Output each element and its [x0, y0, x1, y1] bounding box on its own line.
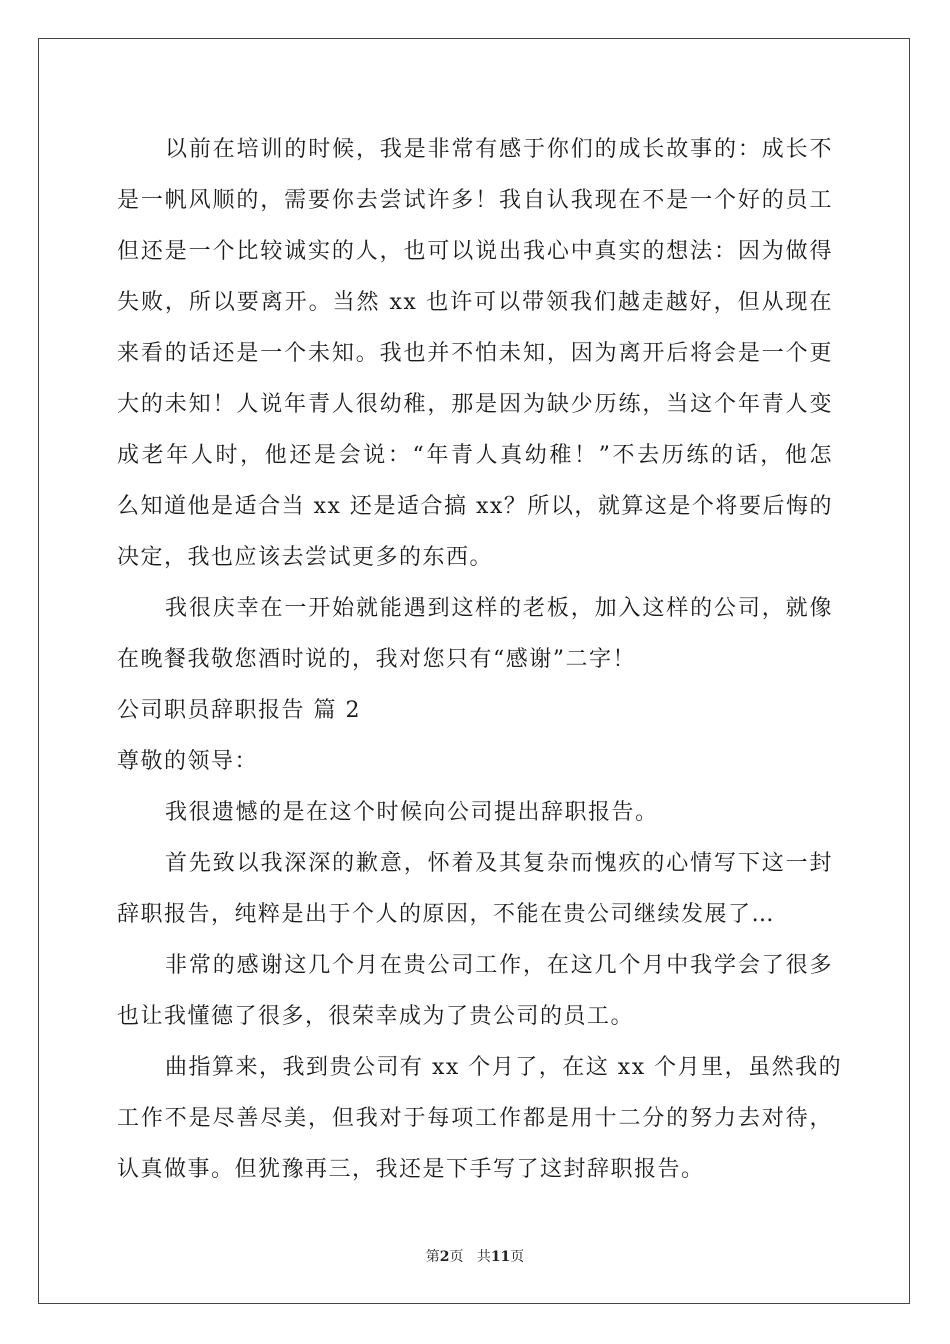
- text-line: 大的未知！人说年青人很幼稚，那是因为缺少历练，当这个年青人变: [117, 392, 833, 417]
- text-line: 成老年人时，他还是会说：“年青人真幼稚！”不去历练的话，他怎: [117, 443, 833, 468]
- text-line: 也让我懂德了很多，很荣幸成为了贵公司的员工。: [117, 1004, 635, 1029]
- salutation: 尊敬的领导：: [117, 749, 259, 774]
- text-line: 我很遗憾的是在这个时候向公司提出辞职报告。: [165, 800, 659, 825]
- text-line: 非常的感谢这几个月在贵公司工作，在这几个月中我学会了很多: [165, 953, 833, 978]
- paragraph-5: [117, 940, 833, 1042]
- paragraph-1: [117, 124, 833, 583]
- page-number: 2: [439, 1249, 450, 1265]
- text-line: 是一帆风顺的，需要你去尝试许多！我自认我现在不是一个好的员工: [117, 188, 833, 213]
- page-prefix: 第: [425, 1249, 440, 1265]
- text-line: 失败，所以要离开。当然 xx 也许可以带领我们越走越好，但从现在: [117, 290, 833, 315]
- text-line: 么知道他是适合当 xx 还是适合搞 xx？所以，就算这是个将要后悔的: [117, 494, 833, 519]
- total-prefix: 共: [476, 1249, 491, 1265]
- text-line: 辞职报告，纯粹是出于个人的原因，不能在贵公司继续发展了…: [117, 902, 776, 927]
- total-pages: 11: [490, 1249, 511, 1265]
- text-line: 来看的话还是一个未知。我也并不怕未知，因为离开后将会是一个更: [117, 341, 833, 366]
- text-line: 工作不是尽善尽美，但我对于每项工作都是用十二分的努力去对待，: [117, 1106, 833, 1131]
- text-line: 以前在培训的时候，我是非常有感于你们的成长故事的：成长不: [165, 137, 833, 162]
- page-suffix: 页: [449, 1249, 464, 1265]
- paragraph-2: [117, 583, 833, 685]
- text-line: 认真做事。但犹豫再三，我还是下手写了这封辞职报告。: [117, 1157, 705, 1182]
- paragraph-3: [117, 787, 833, 838]
- paragraph-4: [117, 838, 833, 940]
- text-line: 在晚餐我敬您酒时说的，我对您只有“感谢”二字！: [117, 647, 636, 672]
- text-line: 但还是一个比较诚实的人，也可以说出我心中真实的想法：因为做得: [117, 239, 833, 264]
- text-line: 首先致以我深深的歉意，怀着及其复杂而愧疚的心情写下这一封: [165, 851, 833, 876]
- paragraph-6: [117, 1042, 843, 1195]
- page-footer: [0, 1246, 950, 1266]
- text-line: 曲指算来，我到贵公司有 xx 个月了，在这 xx 个月里，虽然我的: [165, 1055, 843, 1080]
- document-body: [117, 124, 843, 1195]
- text-line: 决定，我也应该去尝试更多的东西。: [117, 545, 494, 570]
- section-title: 公司职员辞职报告 篇 2: [117, 698, 361, 723]
- text-line: 我很庆幸在一开始就能遇到这样的老板，加入这样的公司，就像: [165, 596, 833, 621]
- total-suffix: 页: [510, 1249, 525, 1265]
